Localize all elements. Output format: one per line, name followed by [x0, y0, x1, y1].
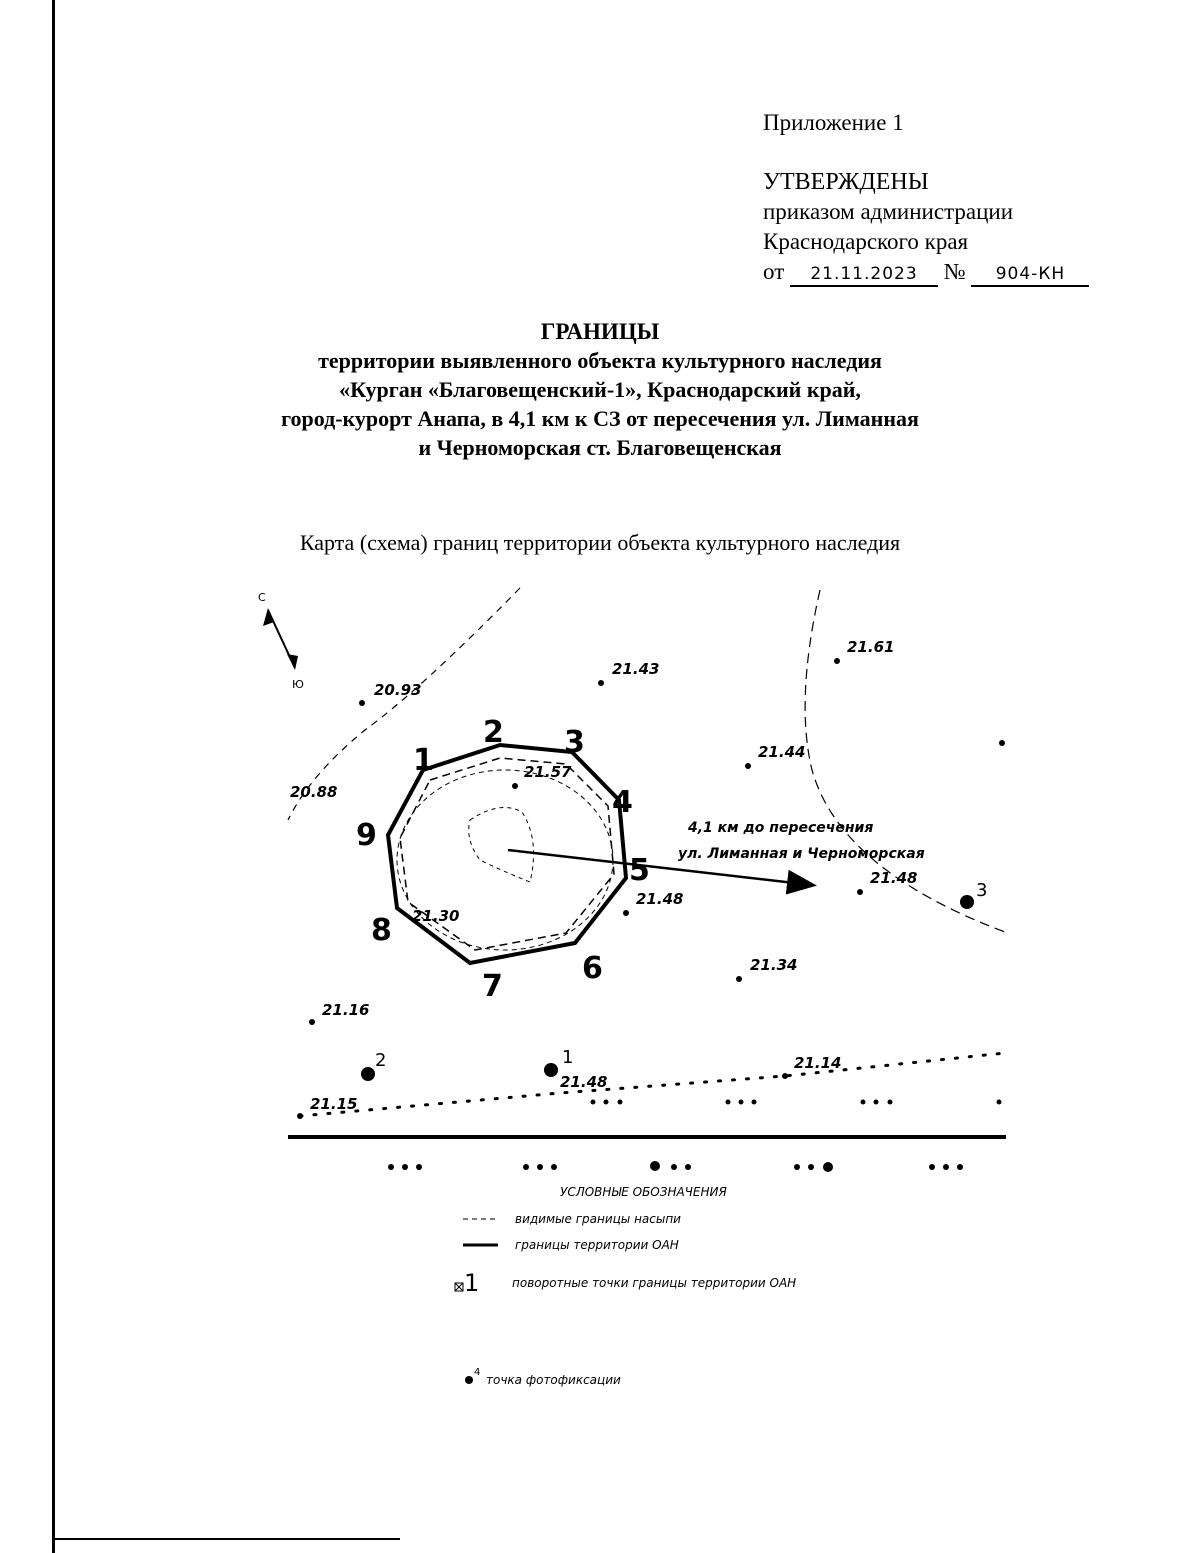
- elevation-label: 21.48: [636, 890, 684, 908]
- turning-point-label: 4: [612, 785, 633, 820]
- elevation-label: 21.48: [870, 869, 918, 887]
- footer-rule: [55, 1538, 400, 1540]
- title-line-1: территории выявленного объекта культурного наследия: [318, 348, 882, 373]
- direction-note-line-2: ул. Лиманная и Черноморская: [678, 846, 925, 862]
- legend-photo-point-icon: [465, 1367, 480, 1384]
- map-caption: Карта (схема) границ территории объекта культурного наследия: [299, 530, 901, 555]
- legend-turning-point-icon: [455, 1269, 479, 1297]
- legend-title: УСЛОВНЫЕ ОБОЗНАЧЕНИЯ: [560, 1185, 727, 1199]
- approval-line-2: Краснодарского края: [763, 229, 969, 254]
- turning-point-label: 5: [629, 853, 650, 888]
- elevation-label: 21.44: [758, 743, 806, 761]
- title-line-4: и Черноморская ст. Благовещенская: [418, 435, 782, 460]
- elevation-label: 21.43: [612, 660, 660, 678]
- photo-point-label: 1: [562, 1047, 574, 1068]
- elevation-label: 21.61: [847, 638, 895, 656]
- svg-text:4: 4: [474, 1367, 481, 1378]
- approval-line-1: приказом администрации: [763, 199, 1014, 224]
- number-prefix: №: [943, 259, 966, 284]
- turning-point-label: 1: [413, 743, 434, 778]
- elevation-label: 20.93: [374, 681, 422, 699]
- turning-point-label: 8: [371, 913, 392, 948]
- turning-point-label: 2: [483, 715, 504, 750]
- elevation-label: 21.30: [412, 907, 460, 925]
- spot-mark: [999, 740, 1005, 746]
- title-line-2: «Курган «Благовещенский-1», Краснодарский край,: [339, 377, 861, 402]
- legend-label: точка фотофиксации: [486, 1373, 621, 1387]
- svg-text:1: 1: [464, 1269, 480, 1297]
- field-marks-upper: [591, 1100, 1002, 1105]
- direction-note-line-1: 4,1 км до пересечения: [688, 820, 874, 836]
- legend-label: видимые границы насыпи: [515, 1212, 681, 1226]
- elevation-label: 21.48: [560, 1073, 608, 1091]
- elevation-label: 21.14: [794, 1054, 842, 1072]
- elevation-label: 21.16: [322, 1001, 370, 1019]
- approval-number: 904-КН: [971, 263, 1089, 287]
- photo-point-label: 3: [976, 880, 988, 901]
- approval-heading: УТВЕРЖДЕНЫ: [763, 169, 929, 195]
- turning-point-label: 7: [482, 969, 503, 1004]
- photo-point-label: 2: [375, 1050, 387, 1071]
- turning-point-label: 3: [564, 725, 585, 760]
- elevation-label: 20.88: [290, 783, 338, 801]
- compass-south-label: Ю: [292, 678, 304, 691]
- legend-label: границы территории ОАН: [515, 1238, 679, 1252]
- compass-icon: [258, 591, 304, 691]
- title-main: ГРАНИЦЫ: [540, 319, 660, 344]
- compass-north-label: С: [258, 591, 266, 604]
- legend-label: поворотные точки границы территории ОАН: [512, 1276, 797, 1290]
- turning-point-label: 9: [356, 818, 377, 853]
- dotted-road: [300, 1053, 1005, 1116]
- title-line-3: город-курорт Анапа, в 4,1 км к СЗ от пересечения ул. Лиманная: [281, 406, 919, 431]
- mound-top-contour: [469, 808, 534, 883]
- elevation-label: 21.15: [310, 1095, 358, 1113]
- boundary-point-labels: [356, 715, 650, 1004]
- elevation-label: 21.57: [524, 763, 572, 781]
- legend: [455, 1185, 796, 1387]
- approval-date: 21.11.2023: [790, 263, 938, 287]
- appendix-label: Приложение 1: [763, 110, 904, 135]
- turning-point-label: 6: [582, 951, 603, 986]
- from-prefix: от: [763, 259, 785, 284]
- elevation-label: 21.34: [750, 956, 798, 974]
- field-marks-lower: [388, 1161, 963, 1172]
